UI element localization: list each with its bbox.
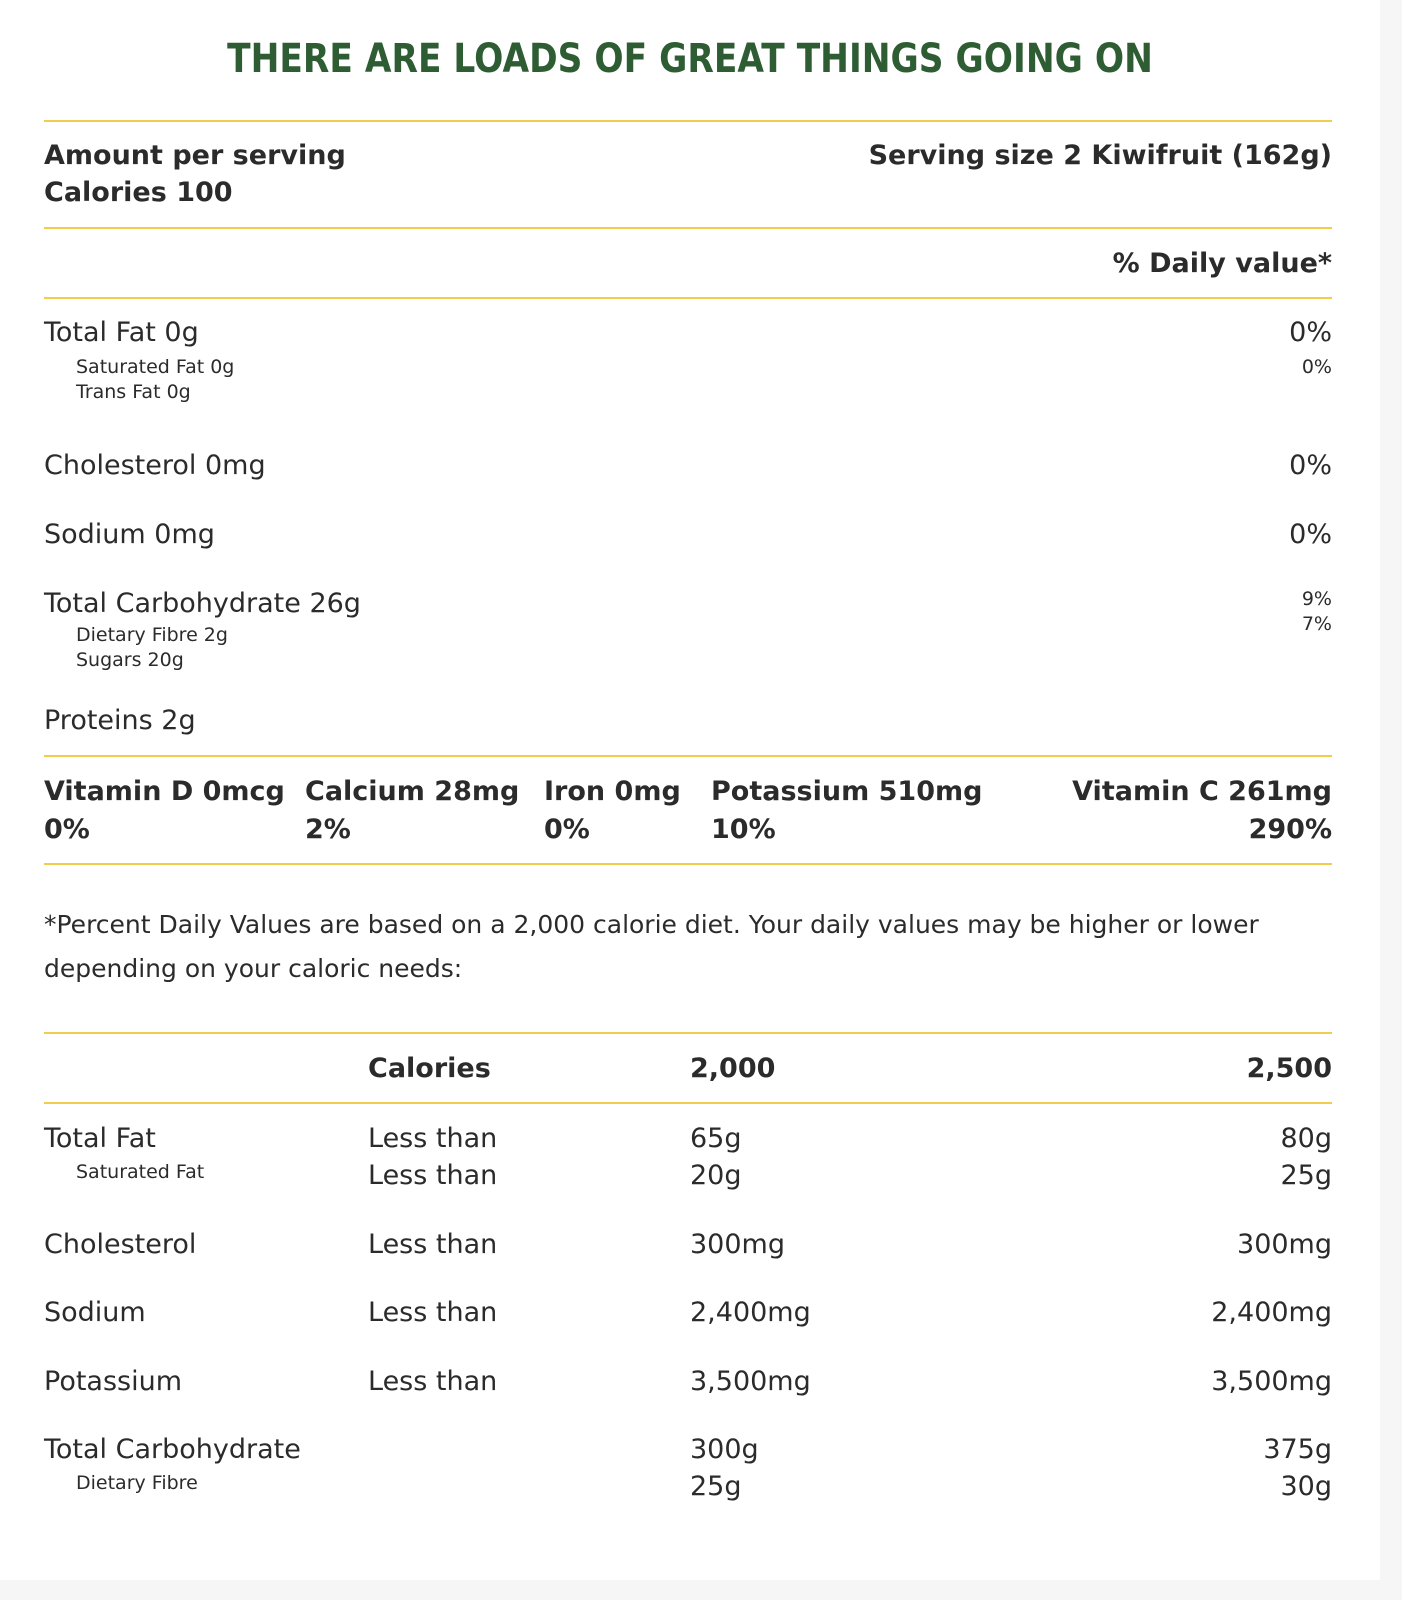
iron-dv: 0%: [544, 814, 590, 845]
amount-per-serving: Amount per serving: [44, 140, 346, 171]
ref-potassium-v2: 3,500mg: [1211, 1366, 1332, 1397]
total-carbohydrate-dv: 9%: [1301, 588, 1332, 610]
ref-dietary-fibre-v2: 30g: [1280, 1471, 1332, 1502]
vitamin-d-name: Vitamin D 0mcg: [44, 776, 285, 807]
divider: [44, 755, 1332, 757]
ref-total-fat-v2: 80g: [1280, 1123, 1332, 1154]
divider: [44, 297, 1332, 299]
calories-value: Calories 100: [44, 177, 233, 208]
saturated-fat-dv: 0%: [1301, 356, 1332, 378]
ref-total-carbohydrate-v2: 375g: [1263, 1434, 1332, 1465]
dietary-fibre-dv: 7%: [1301, 613, 1332, 635]
saturated-fat-label: Saturated Fat 0g: [76, 356, 235, 378]
daily-value-header: % Daily value*: [1112, 248, 1332, 279]
ref-dietary-fibre-label: Dietary Fibre: [76, 1472, 198, 1494]
divider: [44, 1102, 1332, 1104]
vitamin-c-name: Vitamin C 261mg: [1072, 776, 1332, 807]
sodium-label: Sodium 0mg: [44, 519, 215, 550]
reference-col-2500: 2,500: [1246, 1053, 1332, 1084]
divider: [44, 1032, 1332, 1034]
reference-col-2000: 2,000: [690, 1053, 776, 1084]
cholesterol-dv: 0%: [1289, 450, 1332, 481]
ref-saturated-fat-v1: 20g: [690, 1160, 742, 1191]
ref-total-carbohydrate-v1: 300g: [690, 1434, 759, 1465]
ref-cholesterol-v2: 300mg: [1237, 1229, 1332, 1260]
page-title: THERE ARE LOADS OF GREAT THINGS GOING ON: [227, 36, 1153, 82]
sodium-dv: 0%: [1289, 519, 1332, 550]
dietary-fibre-label: Dietary Fibre 2g: [76, 624, 228, 646]
ref-dietary-fibre-v1: 25g: [690, 1471, 742, 1502]
ref-sodium-qual: Less than: [368, 1297, 498, 1328]
ref-total-fat-qual: Less than: [368, 1123, 498, 1154]
total-fat-label: Total Fat 0g: [44, 317, 199, 348]
ref-cholesterol-qual: Less than: [368, 1229, 498, 1260]
trans-fat-label: Trans Fat 0g: [76, 381, 191, 403]
divider: [44, 863, 1332, 865]
ref-potassium-label: Potassium: [44, 1366, 183, 1397]
proteins-label: Proteins 2g: [44, 705, 196, 736]
ref-total-carbohydrate-label: Total Carbohydrate: [44, 1434, 301, 1465]
ref-saturated-fat-label: Saturated Fat: [76, 1161, 205, 1183]
total-carbohydrate-label: Total Carbohydrate 26g: [44, 588, 361, 619]
ref-potassium-qual: Less than: [368, 1366, 498, 1397]
vitamin-d-dv: 0%: [44, 814, 90, 845]
divider: [44, 120, 1332, 122]
ref-total-fat-v1: 65g: [690, 1123, 742, 1154]
potassium-dv: 10%: [711, 814, 776, 845]
calcium-name: Calcium 28mg: [305, 776, 520, 807]
ref-saturated-fat-qual: Less than: [368, 1160, 498, 1191]
ref-sodium-v2: 2,400mg: [1211, 1297, 1332, 1328]
divider: [44, 227, 1332, 229]
reference-calories-header: Calories: [368, 1053, 491, 1084]
ref-total-fat-label: Total Fat: [44, 1123, 156, 1154]
total-fat-dv: 0%: [1289, 317, 1332, 348]
ref-potassium-v1: 3,500mg: [690, 1366, 811, 1397]
ref-sodium-v1: 2,400mg: [690, 1297, 811, 1328]
potassium-name: Potassium 510mg: [711, 776, 983, 807]
serving-size: Serving size 2 Kiwifruit (162g): [868, 140, 1332, 171]
footnote-line-1: *Percent Daily Values are based on a 2,000 calorie diet. Your daily values may be higher or lower: [44, 910, 1259, 939]
vitamin-c-dv: 290%: [1248, 814, 1332, 845]
footnote-line-2: depending on your caloric needs:: [44, 954, 463, 983]
ref-sodium-label: Sodium: [44, 1297, 146, 1328]
ref-saturated-fat-v2: 25g: [1280, 1160, 1332, 1191]
calcium-dv: 2%: [305, 814, 351, 845]
sugars-label: Sugars 20g: [76, 649, 184, 671]
ref-cholesterol-label: Cholesterol: [44, 1229, 197, 1260]
ref-cholesterol-v1: 300mg: [690, 1229, 785, 1260]
cholesterol-label: Cholesterol 0mg: [44, 450, 266, 481]
iron-name: Iron 0mg: [544, 776, 681, 807]
